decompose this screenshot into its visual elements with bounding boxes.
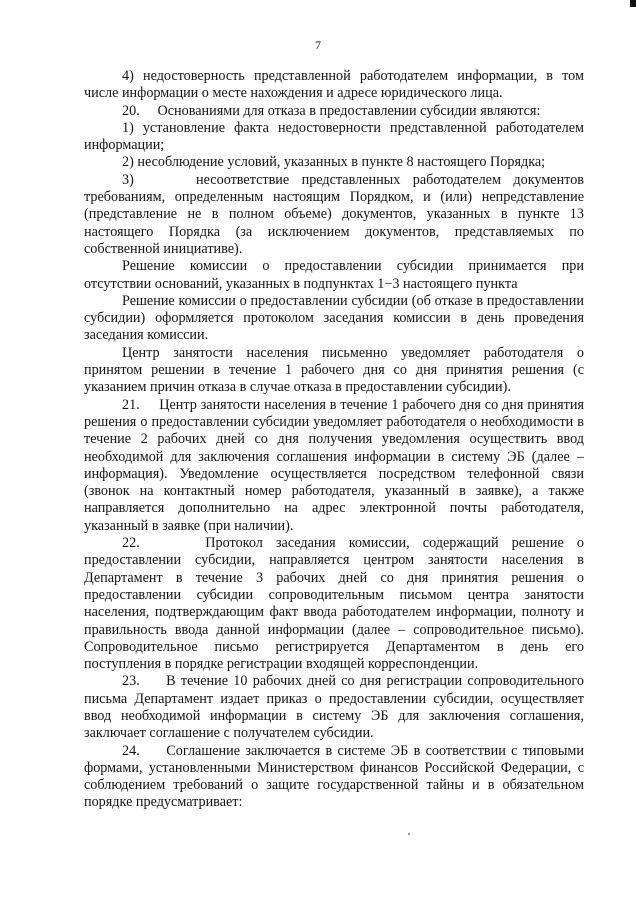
paragraph-23: 23. В течение 10 рабочих дней со дня регистрации сопроводительного письма Департамент издает приказ о предоставлении субсидии, осуществляет ввод необходимой информации в систему ЭБ для заключения соглашения, заключает соглашение с получателем субсидии. [84,673,584,742]
paragraph-21: 21. Центр занятости населения в течение 1 рабочего дня со дня принятия решения о предоставлении субсидии уведомляет работодателя о необходимости в течение 2 рабочих дней со дня получения уведомления осуществить ввод необходимой для заключения соглашения информации в систему ЭБ (далее – информация). Уведомление осуществляется посредством телефонной связи (звонок на контактный номер работодателя, указанный в заявке), а также направляется дополнительно на адрес электронной почты работодателя, указанный в заявке (при наличии). [84,396,584,534]
paragraph-20-item-3: 3) несоответствие представленных работодателем документов требованиям, определенным настоящим Порядком, и (или) непредставление (представление не в полном объеме) документов, указанных в пункте 13 настоящего Порядка (за исключением документов, представляемых по собственной инициативе). [84,171,584,257]
scan-corner-mark [630,0,636,7]
paragraph-employer-notification: Центр занятости населения письменно уведомляет работодателя о принятом решении в течение 1 рабочего дня со дня принятия решения (с указанием причин отказа в случае отказа в предоставлении субсидии). [84,344,584,396]
paragraph-20-refusal-grounds: 20. Основаниями для отказа в предоставлении субсидии являются: [122,102,541,119]
paragraph-decision-protocol: Решение комиссии о предоставлении субсидии (об отказе в предоставлении субсидии) оформляется протоколом заседания комиссии в день проведения заседания комиссии. [84,292,584,344]
paragraph-24: 24. Соглашение заключается в системе ЭБ в соответствии с типовыми формами, установленными Министерством финансов Российской Федерации, с соблюдением требований о защите государственной тайны и в обязательном порядке предусматривает: [84,742,584,811]
paragraph-20-item-1: 1) установление факта недостоверности представленной работодателем информации; [84,119,584,154]
paragraph-22: 22. Протокол заседания комиссии, содержащий решение о предоставлении субсидии, направляется центром занятости населения в Департамент в течение 3 рабочих дней со дня принятия решения о предоставлении субсидии сопроводительным письмом центра занятости населения, подтверждающим факт ввода работодателем информации, полноту и правильность ввода данной информации (далее – сопроводительное письмо). Сопроводительное письмо регистрируется Департаментом в день его поступления в порядке регистрации входящей корреспонденции. [84,535,584,673]
paragraph-commission-decision: Решение комиссии о предоставлении субсидии принимается при отсутствии оснований, указанных в подпунктах 1−3 настоящего пункта [84,258,584,292]
paragraph-20-item-2: 2) несоблюдение условий, указанных в пункте 8 настоящего Порядка; [122,154,546,171]
document-body [84,68,584,812]
page-number: 7 [315,38,321,52]
scan-speck [408,833,410,835]
paragraph-4-unreliable-info: 4) недостоверность представленной работодателем информации, в том числе информации о месте нахождения и адресе юридического лица. [84,68,584,102]
